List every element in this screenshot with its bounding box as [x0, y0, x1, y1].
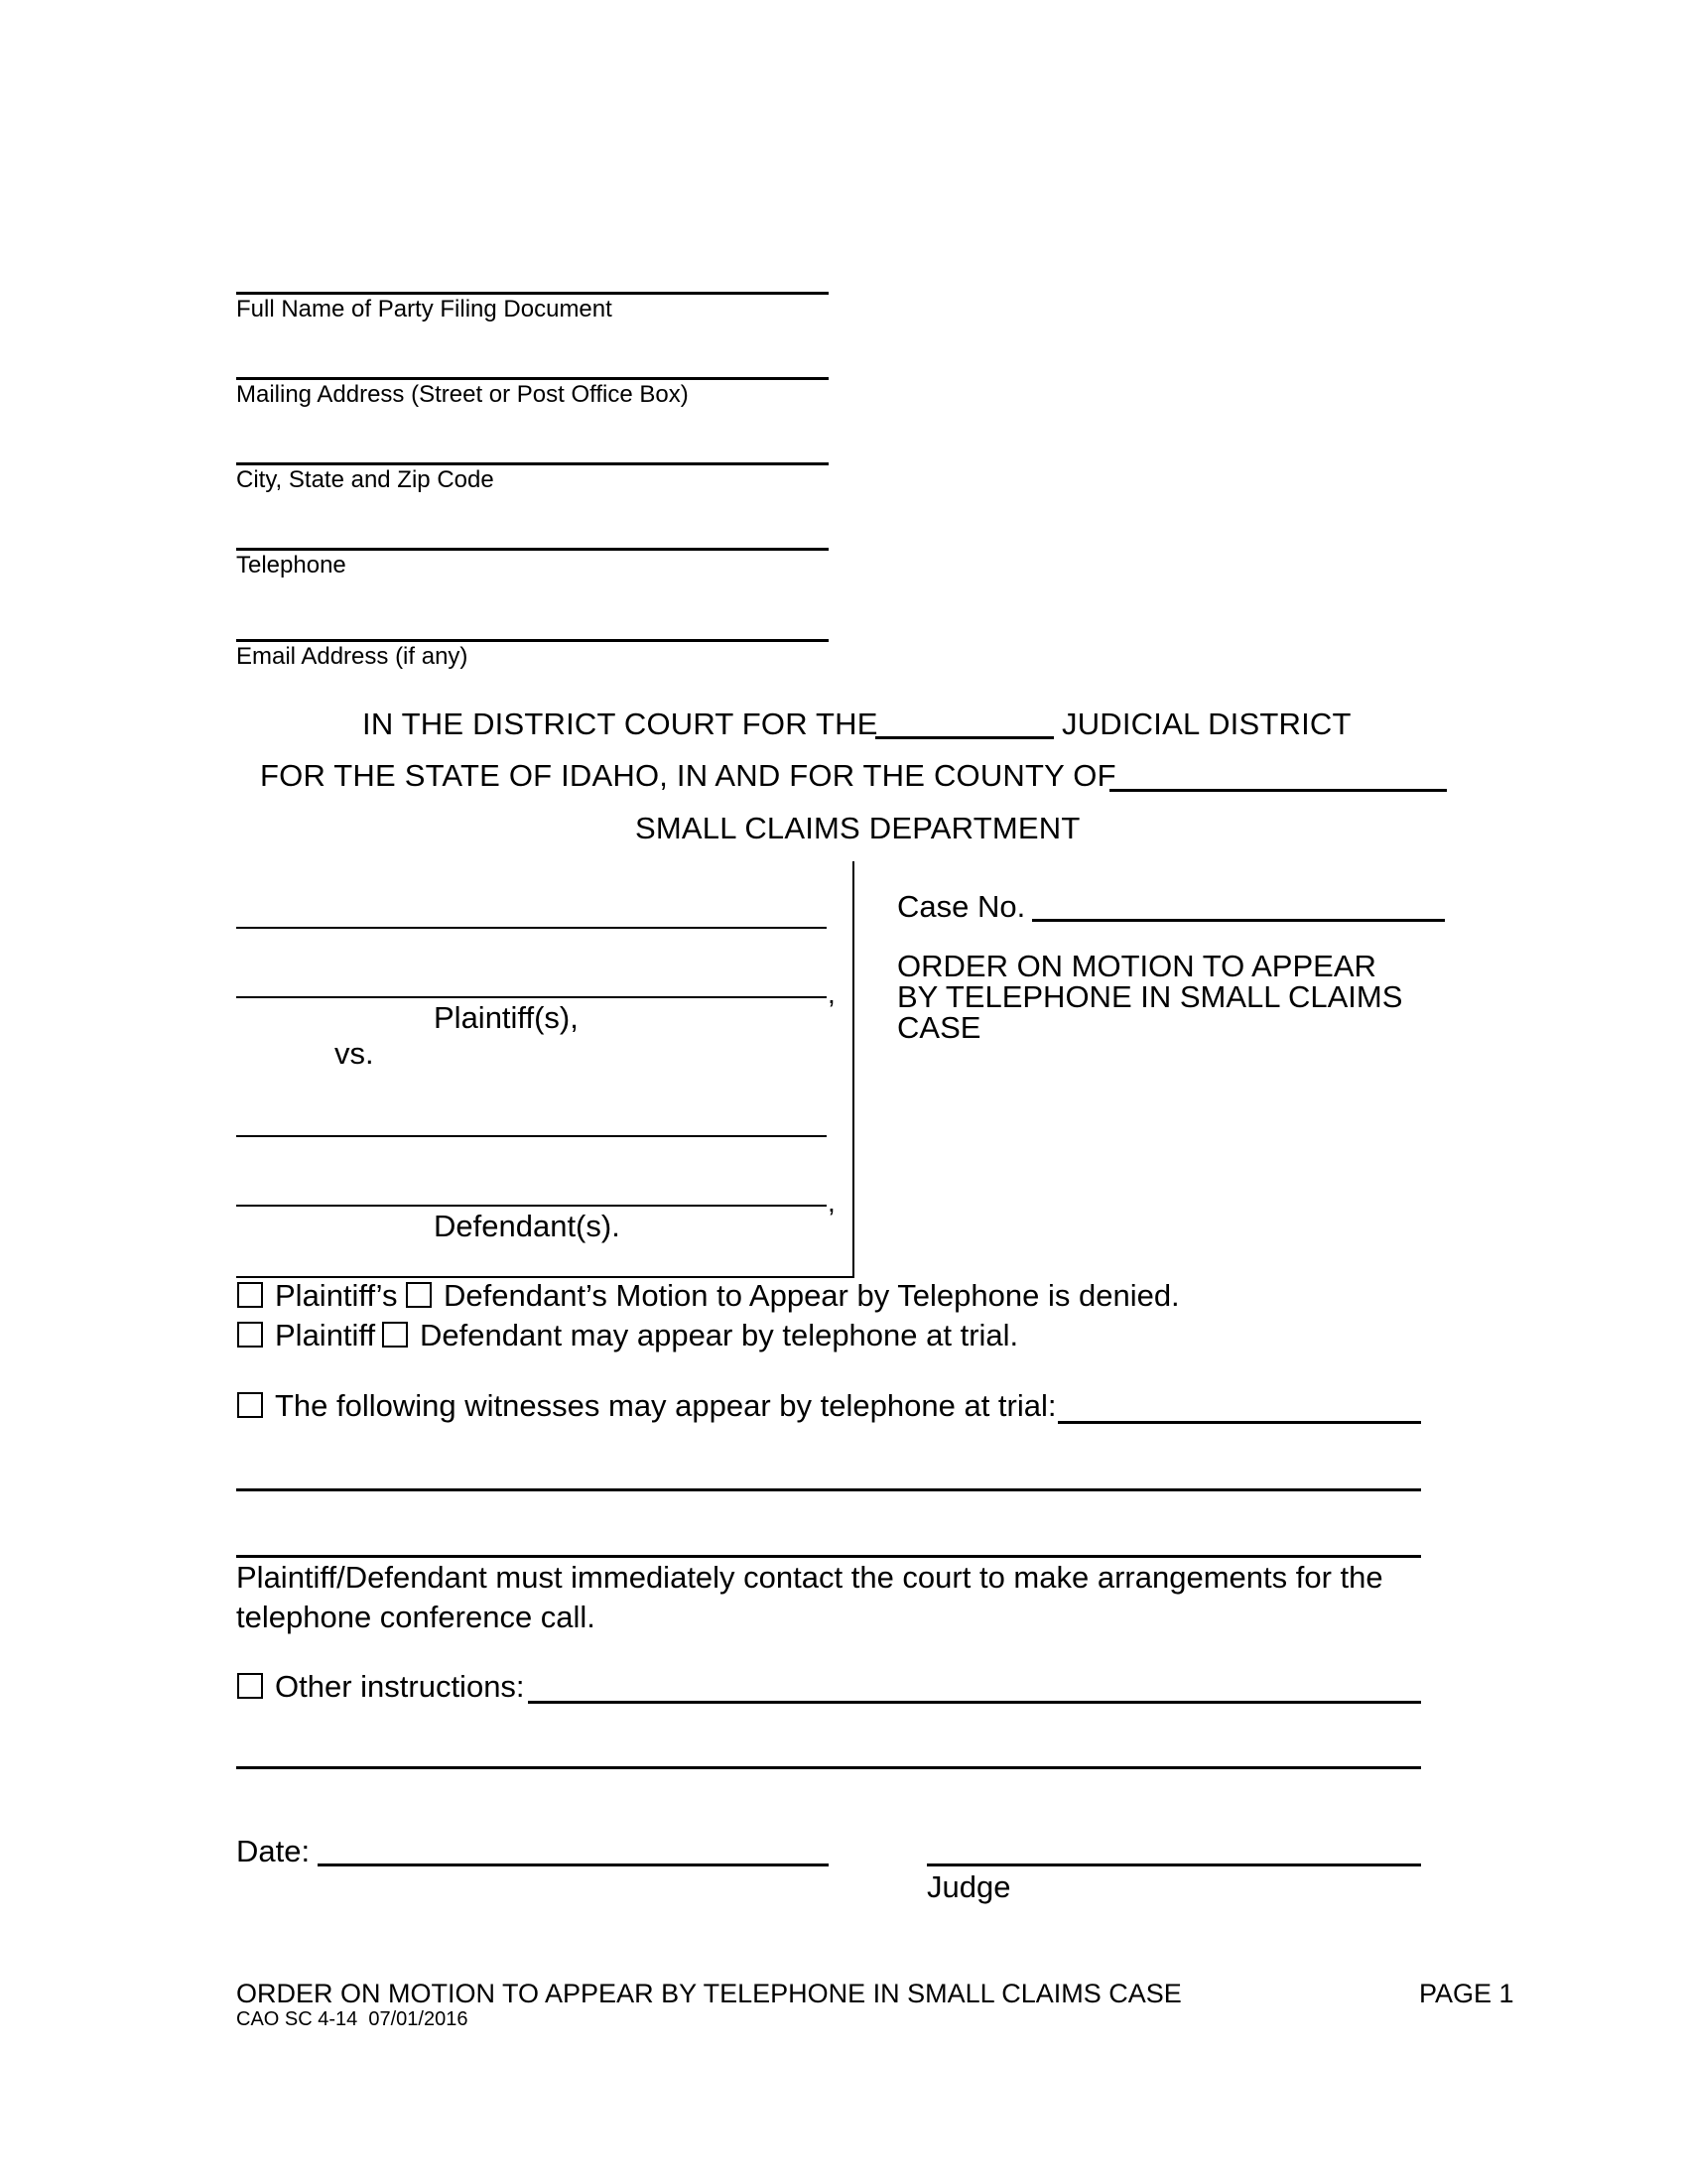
telephone-label: Telephone	[236, 552, 346, 578]
county-blank[interactable]	[1109, 789, 1447, 792]
plaintiff-denied-checkbox[interactable]	[237, 1282, 263, 1308]
footer-title: ORDER ON MOTION TO APPEAR BY TELEPHONE IN SMALL CLAIMS CASE	[236, 1979, 1182, 2008]
plaintiff-denied-label: Plaintiff’s	[275, 1278, 398, 1313]
email-label: Email Address (if any)	[236, 643, 468, 670]
judge-label: Judge	[927, 1869, 1011, 1904]
other-instructions-line-2[interactable]	[236, 1766, 1421, 1769]
appear-text: Defendant may appear by telephone at trial.	[420, 1318, 1019, 1352]
footer-page: PAGE 1	[1419, 1979, 1514, 2008]
defendant-comma: ,	[828, 1187, 836, 1218]
city-state-zip-line[interactable]	[236, 462, 829, 465]
plaintiff-appear-label: Plaintiff	[275, 1318, 376, 1352]
plaintiffs-label: Plaintiff(s),	[434, 1000, 579, 1035]
city-state-zip-label: City, State and Zip Code	[236, 466, 494, 493]
footer-form-code: CAO SC 4-14 07/01/2016	[236, 2008, 468, 2030]
defendant-line-2[interactable]	[236, 1205, 827, 1207]
judicial-district-blank[interactable]	[875, 736, 1054, 739]
court-header-line2: FOR THE STATE OF IDAHO, IN AND FOR THE COUNTY OF	[260, 758, 1116, 793]
plaintiff-line-2[interactable]	[236, 996, 827, 998]
other-instructions-checkbox[interactable]	[237, 1673, 263, 1699]
case-no-label: Case No.	[897, 889, 1026, 924]
telephone-line[interactable]	[236, 548, 829, 551]
arrangements-line1: Plaintiff/Defendant must immediately contact the court to make arrangements for the	[236, 1560, 1383, 1595]
witnesses-checkbox[interactable]	[237, 1392, 263, 1418]
email-line[interactable]	[236, 639, 829, 642]
defendant-appear-checkbox[interactable]	[382, 1322, 408, 1348]
court-header-line3: SMALL CLAIMS DEPARTMENT	[635, 811, 1081, 845]
other-instructions-label: Other instructions:	[275, 1669, 525, 1704]
document-title-line3: CASE	[897, 1010, 981, 1045]
date-label: Date:	[236, 1834, 311, 1868]
mailing-address-line[interactable]	[236, 377, 829, 380]
full-name-label: Full Name of Party Filing Document	[236, 296, 612, 322]
other-instructions-line-1[interactable]	[528, 1701, 1421, 1704]
witnesses-line-3[interactable]	[236, 1555, 1421, 1558]
plaintiff-line-1[interactable]	[236, 927, 827, 929]
denied-text: Defendant’s Motion to Appear by Telephone is denied.	[444, 1278, 1180, 1313]
defendants-label: Defendant(s).	[434, 1209, 620, 1243]
defendant-denied-checkbox[interactable]	[406, 1282, 432, 1308]
case-no-blank[interactable]	[1032, 919, 1445, 922]
caption-divider	[852, 861, 854, 1278]
plaintiff-appear-checkbox[interactable]	[237, 1322, 263, 1348]
document-title-line1: ORDER ON MOTION TO APPEAR	[897, 949, 1376, 983]
arrangements-line2: telephone conference call.	[236, 1600, 595, 1634]
full-name-line[interactable]	[236, 292, 829, 295]
judge-signature-line[interactable]	[927, 1863, 1421, 1866]
vs-label: vs.	[334, 1036, 374, 1071]
mailing-address-label: Mailing Address (Street or Post Office Box)	[236, 381, 689, 408]
court-header-line1-suffix: JUDICIAL DISTRICT	[1062, 707, 1352, 741]
witnesses-line-1[interactable]	[1058, 1421, 1421, 1424]
date-line[interactable]	[318, 1863, 829, 1866]
court-header-line1-prefix: IN THE DISTRICT COURT FOR THE	[362, 707, 878, 741]
witnesses-line-2[interactable]	[236, 1488, 1421, 1491]
defendant-line-1[interactable]	[236, 1135, 827, 1137]
document-title-line2: BY TELEPHONE IN SMALL CLAIMS	[897, 979, 1403, 1014]
plaintiff-comma: ,	[828, 978, 836, 1009]
witnesses-text: The following witnesses may appear by telephone at trial:	[275, 1388, 1057, 1423]
